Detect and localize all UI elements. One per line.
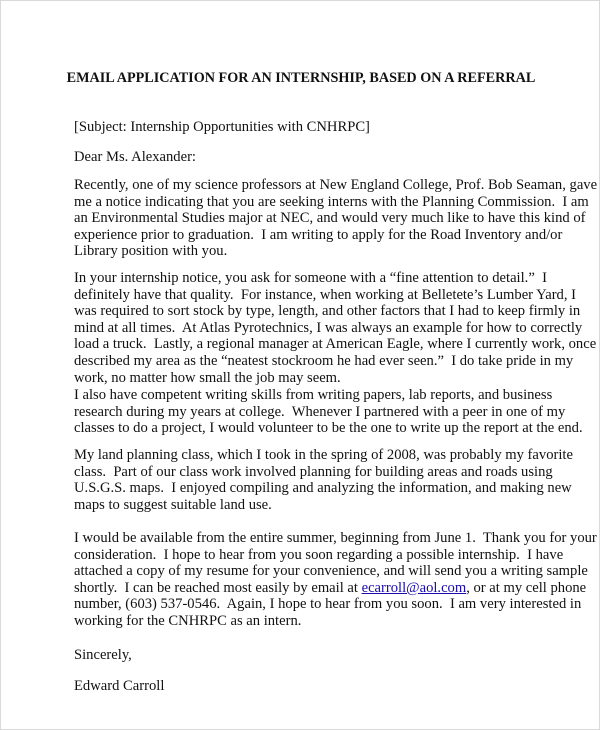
text-segment: , or at my cell phone	[466, 579, 587, 596]
text-line: described my area as the “neatest stockroom he had ever seen.” I do take pride in my	[74, 352, 574, 369]
email-text-line	[74, 579, 587, 597]
salutation: Dear Ms. Alexander:	[74, 149, 196, 165]
text-line: work, no matter how small the job may seem.	[74, 369, 341, 386]
paragraph-referral	[74, 177, 598, 260]
document-title: EMAIL APPLICATION FOR AN INTERNSHIP, BASED ON A REFERRAL	[66, 70, 536, 86]
text-line: experience prior to graduation. I am writing to apply for the Road Inventory and/or	[74, 226, 563, 243]
text-line: In your internship notice, you ask for someone with a “fine attention to detail.” I	[74, 270, 547, 286]
text-line: Library position with you.	[74, 243, 228, 260]
email-link[interactable]: ecarroll@aol.com	[361, 579, 467, 596]
text-line: maps to suggest suitable land use.	[74, 496, 272, 513]
paragraph-writing-skills	[74, 387, 583, 437]
text-line: mind at all times. At Atlas Pyrotechnics, I was always an example for how to correctly	[74, 319, 583, 336]
paragraph-attention-to-detail	[74, 270, 597, 386]
text-line: consideration. I hope to hear from you soon regarding a possible internship. I have	[74, 546, 564, 563]
text-line: load a truck. Lastly, a regional manager at American Eagle, where I currently work, once	[74, 336, 597, 353]
text-line: working for the CNHRPC as an intern.	[74, 612, 302, 629]
closing: Sincerely,	[74, 647, 132, 663]
paragraph-availability	[74, 530, 597, 630]
text-line: number, (603) 537-0546. Again, I hope to hear from you soon. I am very interested in	[74, 596, 582, 613]
text-line: an Environmental Studies major at NEC, and would very much like to have this kind of	[74, 210, 586, 227]
text-line: research during my years at college. Whenever I partnered with a peer in one of my	[74, 403, 566, 420]
text-line: Recently, one of my science professors at New England College, Prof. Bob Seaman, gave	[74, 177, 598, 193]
text-segment: shortly. I can be reached most easily by email at	[74, 579, 362, 596]
paragraph-land-planning	[74, 447, 573, 513]
text-line: me a notice indicating that you are seeking interns with the Planning Commission. I am	[74, 193, 589, 210]
signature-name: Edward Carroll	[74, 678, 165, 694]
text-line: I also have competent writing skills from writing papers, lab reports, and business	[74, 387, 553, 403]
text-line: class. Part of our class work involved planning for building areas and roads using	[74, 463, 553, 480]
text-line: was required to sort stock by type, length, and other factors that I had to keep firmly in	[74, 303, 581, 320]
text-line: U.S.G.S. maps. I enjoyed compiling and analyzing the information, and making new	[74, 480, 572, 497]
text-line: I would be available from the entire summer, beginning from June 1. Thank you for your	[74, 530, 597, 546]
text-line: definitely have that quality. For instance, when working at Belletete’s Lumber Yard, I	[74, 286, 577, 303]
text-line: My land planning class, which I took in the spring of 2008, was probably my favorite	[74, 447, 573, 463]
email-subject: [Subject: Internship Opportunities with CNHRPC]	[74, 119, 370, 135]
text-line: attached a copy of my resume for your convenience, and will send you a writing sample	[74, 563, 588, 580]
text-line: classes to do a project, I would volunteer to be the one to write up the report at the end.	[74, 420, 583, 437]
